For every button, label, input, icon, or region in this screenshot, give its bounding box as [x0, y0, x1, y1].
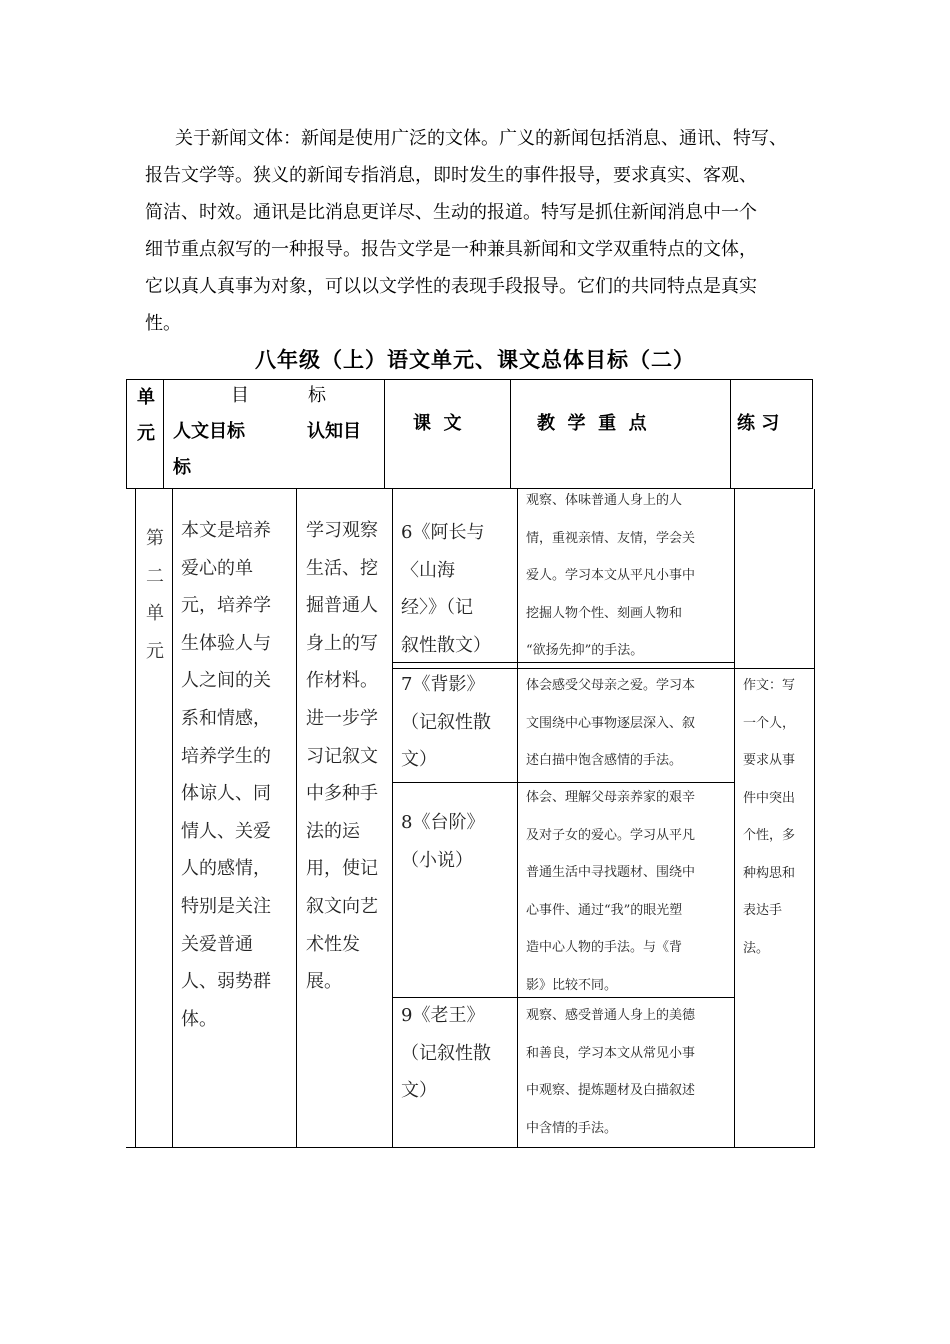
lesson-title: 8《台阶》 （小说）: [401, 812, 485, 871]
header-focus: 教 学 重 点: [537, 413, 647, 434]
header-cognitive: 认知目: [307, 421, 361, 442]
header-cognitive-2: 标: [173, 457, 191, 478]
intro-paragraph: [145, 120, 835, 342]
header-exercise: 练 习: [737, 413, 780, 434]
header-goal-2: 标: [308, 385, 326, 406]
cognitive-goal-cell: 学习观察 生活、挖 掘普通人 身上的写 作材料。 进一步学 习记叙文 中多种手 法的运 用，使记 叙文向艺 术性发 展。: [306, 520, 378, 993]
header-humanistic: 人文目标: [173, 421, 245, 442]
lesson-focus: 体会感受父母亲之爱。学习本 文围绕中心事物逐层深入、叙 述白描中饱含感情的手法。: [526, 678, 696, 768]
lesson-title: 9《老王》 （记叙性散 文）: [401, 1005, 491, 1102]
intro-line: 报告文学等。狭义的新闻专指消息，即时发生的事件报导，要求真实、客观、: [145, 165, 757, 186]
unit-cell: 第 二 单 元: [146, 528, 164, 662]
humanistic-goal-cell: 本文是培养 爱心的单 元，培养学 生体验人与 人之间的关 系和情感， 培养学生的 体谅人、同 情人、关爱 人的感情， 特别是关注 关爱普通 人、弱势群 体。: [181, 520, 271, 1030]
lesson-title: 6《阿长与 〈山海 经〉》（记 叙性散文）: [401, 522, 491, 656]
column-divider: [517, 489, 518, 1147]
column-divider: [384, 380, 385, 488]
table-header: [126, 379, 813, 489]
table-body: [135, 489, 815, 1148]
column-divider: [510, 380, 511, 488]
table-edge-mark: [126, 1147, 136, 1148]
intro-line: 细节重点叙写的一种报导。报告文学是一种兼具新闻和文学双重特点的文体，: [145, 239, 757, 260]
lesson-focus: 观察、体味普通人身上的人 情，重视亲情、友情，学会关 爱人。学习本文从平凡小事中 挖掘人物个性、刻画人物和 “欲扬先抑”的手法。: [526, 493, 696, 658]
header-unit-1: 单: [137, 387, 155, 408]
page-title: 八年级（上）语文单元、课文总体目标（二）: [255, 347, 695, 372]
column-divider: [730, 380, 731, 488]
column-divider: [734, 489, 735, 1147]
intro-line: 性。: [145, 313, 181, 334]
column-divider: [296, 489, 297, 1147]
header-goal-1: 目: [231, 385, 249, 406]
column-divider: [163, 380, 164, 488]
header-unit-2: 元: [137, 423, 155, 444]
lesson-focus: 体会、理解父母亲养家的艰辛 及对子女的爱心。学习从平凡 普通生活中寻找题材、围绕中 心事件、通过“我”的眼光塑 造中心人物的手法。与《背 影》比较不同。: [526, 790, 696, 993]
intro-line: 简洁、时效。通讯是比消息更详尽、生动的报道。特写是抓住新闻消息中一个: [145, 202, 757, 223]
lesson-title: 7《背影》 （记叙性散 文）: [401, 674, 491, 771]
header-lesson: 课 文: [413, 413, 462, 434]
column-divider: [172, 489, 173, 1147]
exercise-cell: 作文：写 一个人， 要求从事 件中突出 个性，多 种构思和 表达手 法。: [743, 678, 796, 956]
intro-line: 关于新闻文体：新闻是使用广泛的文体。广义的新闻包括消息、通讯、特写、: [175, 128, 787, 149]
intro-line: 它以真人真事为对象，可以以文学性的表现手段报导。它们的共同特点是真实: [145, 276, 757, 297]
column-divider: [392, 489, 393, 1147]
lesson-focus: 观察、感受普通人身上的美德 和善良，学习本文从常见小事 中观察、提炼题材及白描叙述 中含情的手法。: [526, 1008, 696, 1136]
